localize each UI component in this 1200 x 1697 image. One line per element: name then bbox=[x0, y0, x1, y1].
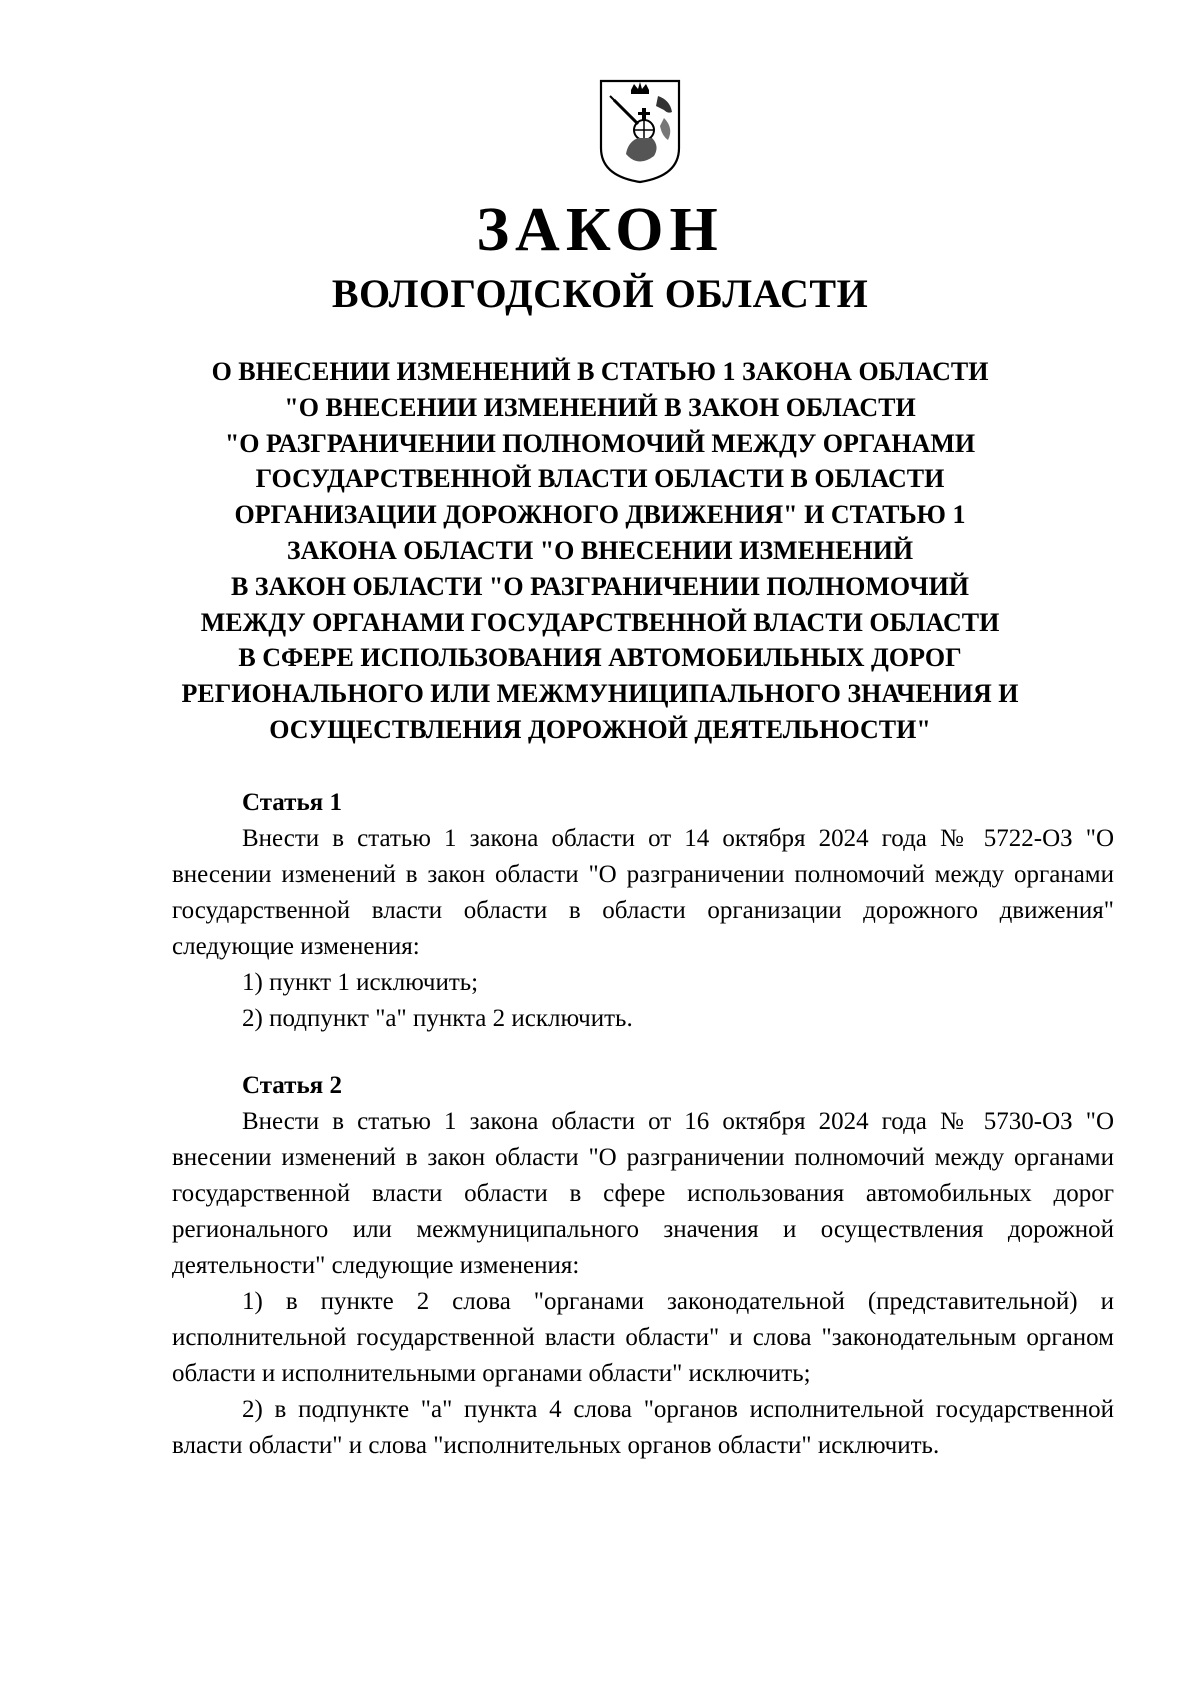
article-item: 1) пункт 1 исключить; bbox=[242, 969, 479, 996]
heading-line: "О ВНЕСЕНИИ ИЗМЕНЕНИЙ В ЗАКОН ОБЛАСТИ bbox=[284, 392, 916, 422]
heading-line: В СФЕРЕ ИСПОЛЬЗОВАНИЯ АВТОМОБИЛЬНЫХ ДОРОГ bbox=[238, 643, 962, 673]
coat-of-arms-icon bbox=[598, 78, 682, 184]
heading-line: ГОСУДАРСТВЕННОЙ ВЛАСТИ ОБЛАСТИ В ОБЛАСТИ bbox=[255, 464, 945, 494]
article-item: 2) подпункт "а" пункта 2 исключить. bbox=[242, 1005, 633, 1032]
article-item: 1) в пункте 2 слова "органами законодательной (представительной) и исполнительной государственной власти области" и слова "законодательным органом области и исполнительными органами области" исключить; bbox=[172, 1288, 1114, 1387]
article-intro: Внести в статью 1 закона области от 14 октября 2024 года № 5722-ОЗ "О внесении изменений в закон области "О разграничении полномочий между органами государственной власти области в области организации дорожного движения" следующие изменения: bbox=[172, 825, 1114, 960]
heading-line: ОСУЩЕСТВЛЕНИЯ ДОРОЖНОЙ ДЕЯТЕЛЬНОСТИ" bbox=[269, 714, 931, 744]
document-subtitle: ВОЛОГОДСКОЙ ОБЛАСТИ bbox=[331, 271, 869, 316]
heading-line: В ЗАКОН ОБЛАСТИ "О РАЗГРАНИЧЕНИИ ПОЛНОМОЧИЙ bbox=[230, 571, 970, 601]
heading-line: ЗАКОНА ОБЛАСТИ "О ВНЕСЕНИИ ИЗМЕНЕНИЙ bbox=[286, 535, 914, 565]
article-2 bbox=[172, 1068, 1114, 1464]
heading-line: "О РАЗГРАНИЧЕНИИ ПОЛНОМОЧИЙ МЕЖДУ ОРГАНАМИ bbox=[224, 428, 976, 458]
article-1 bbox=[172, 785, 1114, 1037]
heading-line: РЕГИОНАЛЬНОГО ИЛИ МЕЖМУНИЦИПАЛЬНОГО ЗНАЧЕНИЯ И bbox=[181, 679, 1019, 709]
heading-line: МЕЖДУ ОРГАНАМИ ГОСУДАРСТВЕННОЙ ВЛАСТИ ОБЛАСТИ bbox=[200, 607, 1000, 637]
document-title: ЗАКОН bbox=[476, 196, 724, 264]
heading-line: О ВНЕСЕНИИ ИЗМЕНЕНИЙ В СТАТЬЮ 1 ЗАКОНА ОБЛАСТИ bbox=[211, 357, 989, 386]
article-title: Статья 1 bbox=[242, 789, 342, 816]
article-title: Статья 2 bbox=[242, 1072, 342, 1099]
article-intro: Внести в статью 1 закона области от 16 октября 2024 года № 5730-ОЗ "О внесении изменений в закон области "О разграничении полномочий между органами государственной власти области в сфере использования автомобильных дорог регионального или межмуниципального значения и осуществления дорожной деятельности" следующие изменения: bbox=[172, 1108, 1114, 1279]
document-heading bbox=[160, 354, 1040, 748]
heading-line: ОРГАНИЗАЦИИ ДОРОЖНОГО ДВИЖЕНИЯ" И СТАТЬЮ 1 bbox=[234, 500, 966, 530]
article-item: 2) в подпункте "а" пункта 4 слова "органов исполнительной государственной власти области" и слова "исполнительных органов области" исключить. bbox=[172, 1396, 1114, 1459]
